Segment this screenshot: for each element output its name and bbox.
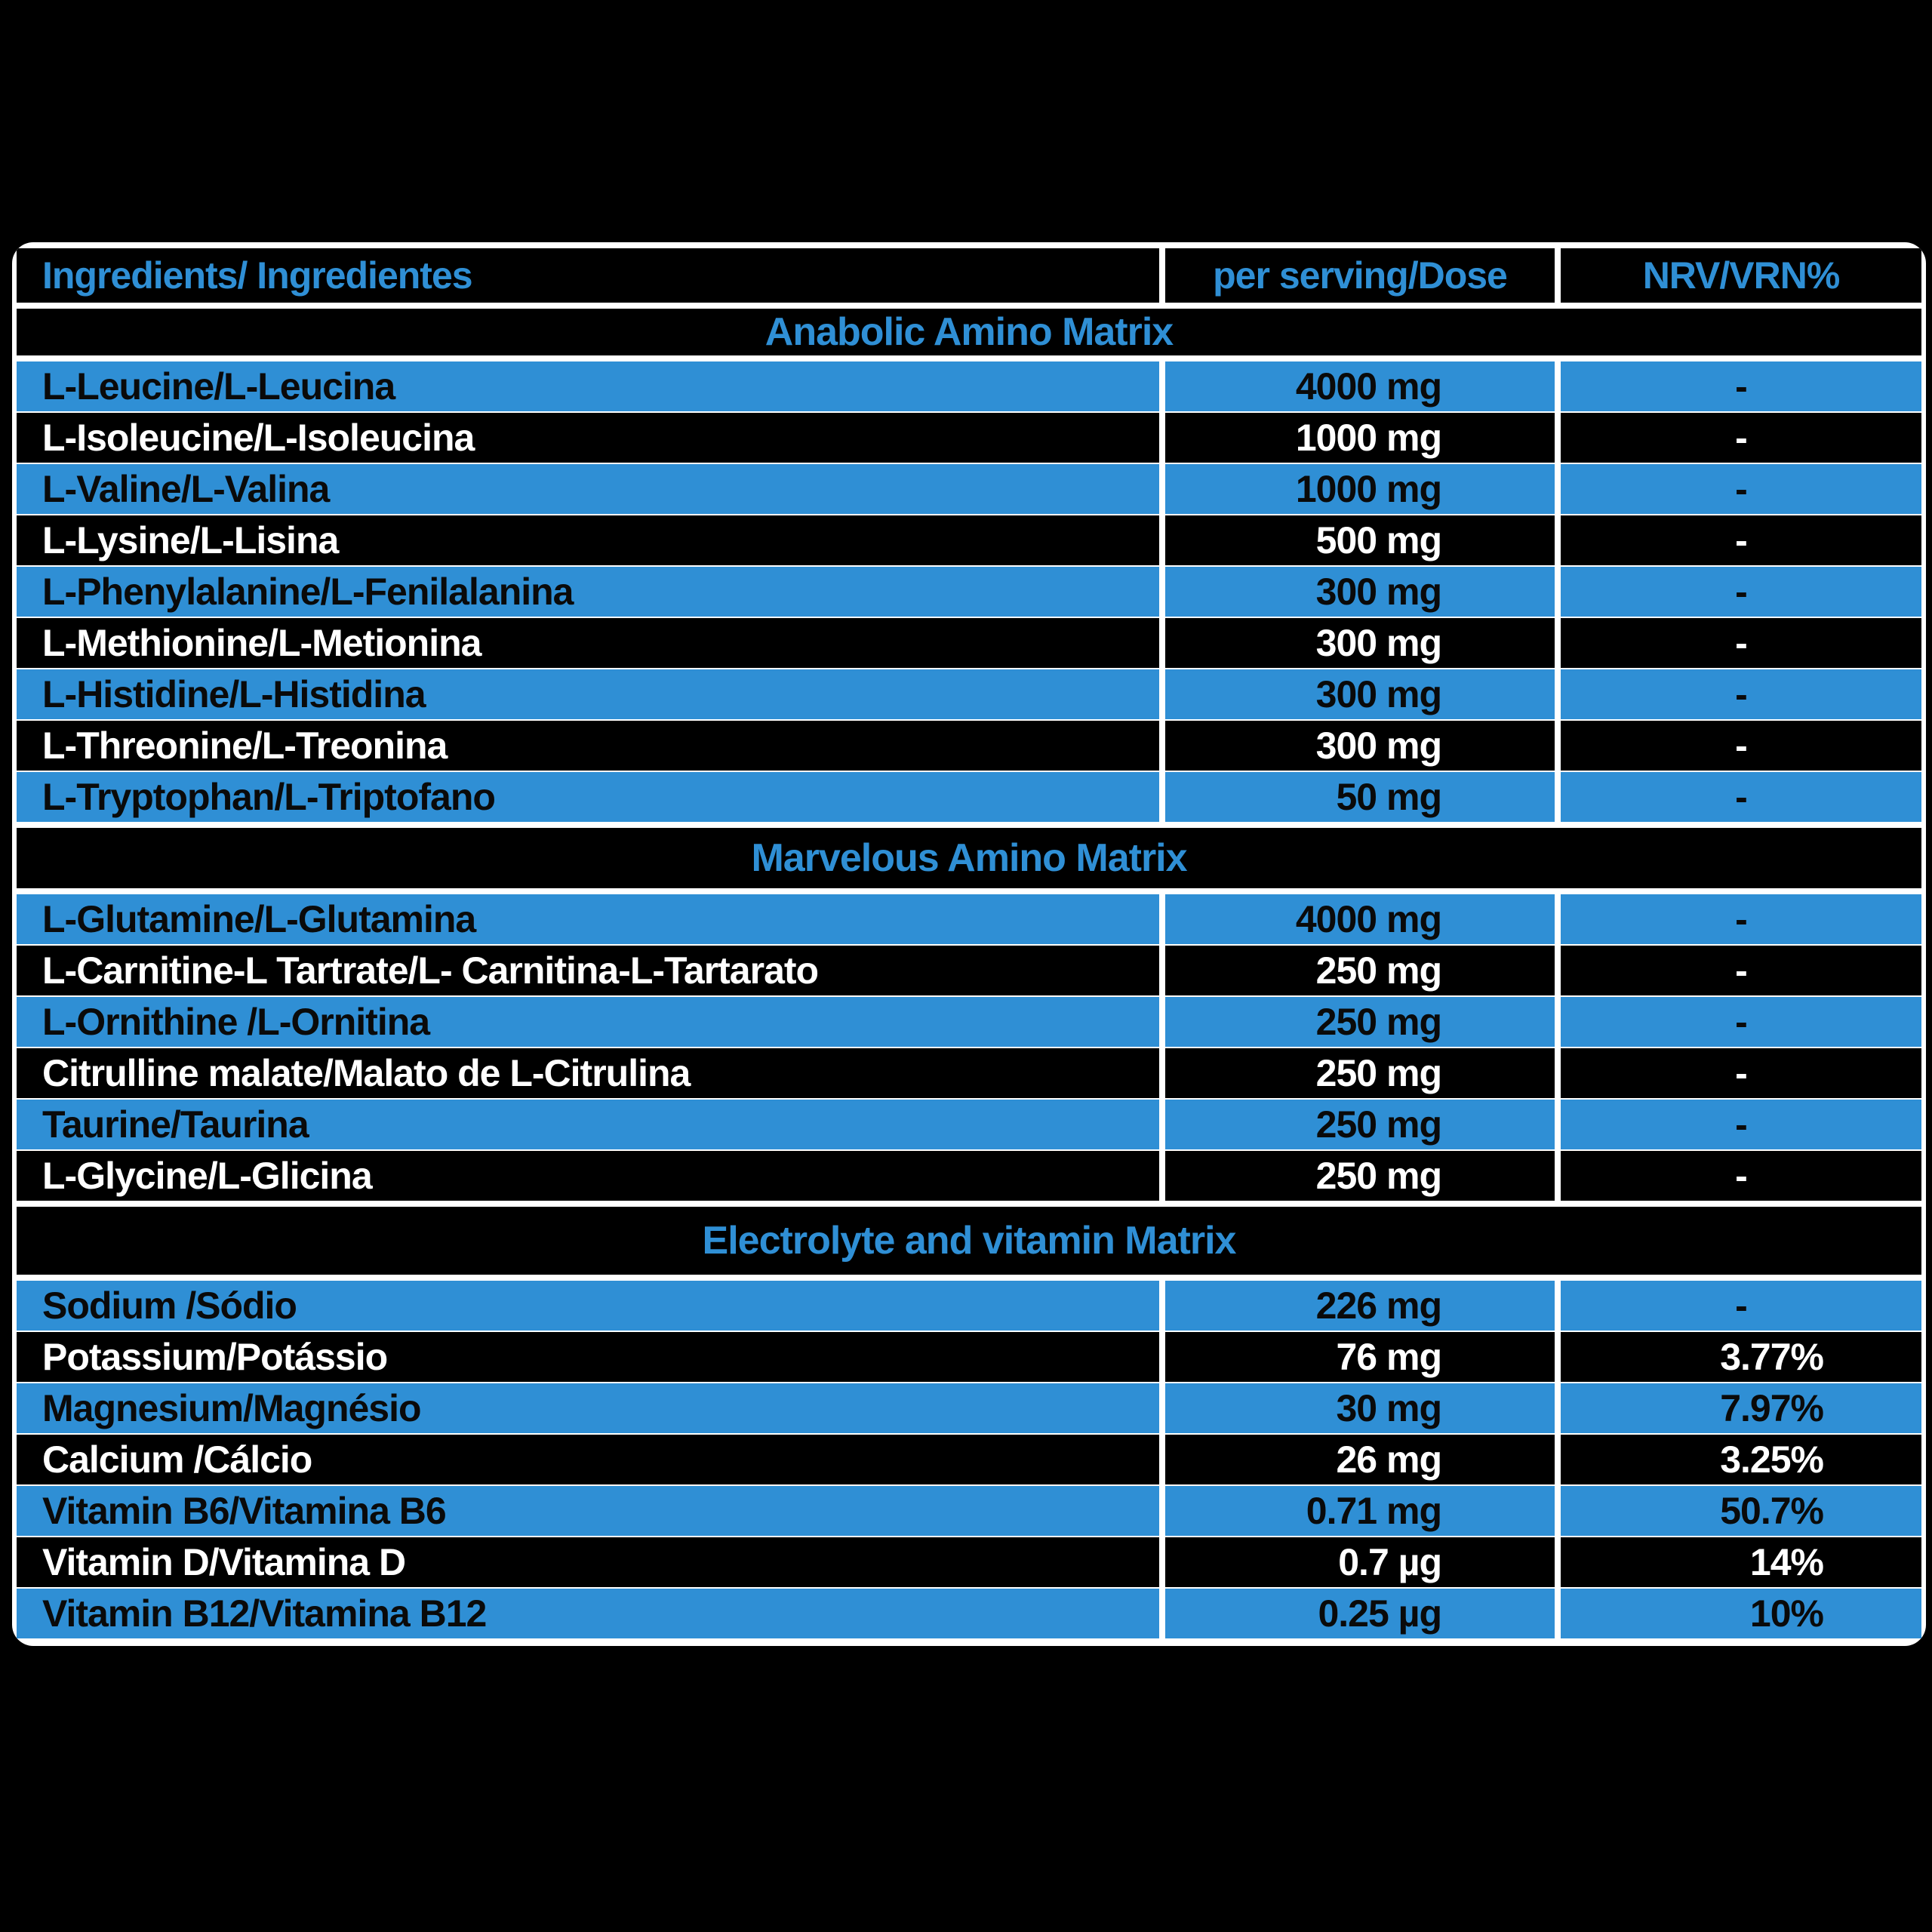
- ingredient-name: L-Phenylalanine/L-Fenilalanina: [17, 567, 1159, 617]
- ingredient-dose: 4000 mg: [1165, 894, 1555, 944]
- table-row: [17, 669, 1921, 719]
- ingredient-dose: 250 mg: [1165, 1151, 1555, 1201]
- ingredient-name: L-Valine/L-Valina: [17, 464, 1159, 514]
- table-row: [17, 1332, 1921, 1382]
- ingredient-name: L-Leucine/L-Leucina: [17, 361, 1159, 411]
- ingredient-dose: 4000 mg: [1165, 361, 1555, 411]
- ingredient-nrv: 10%: [1561, 1589, 1921, 1638]
- ingredient-dose: 250 mg: [1165, 946, 1555, 995]
- section-title-row: [17, 828, 1921, 888]
- table-row: [17, 464, 1921, 514]
- ingredient-nrv: -: [1561, 772, 1921, 822]
- ingredient-nrv: 7.97%: [1561, 1383, 1921, 1433]
- ingredient-dose: 300 mg: [1165, 721, 1555, 771]
- table-row: [17, 1100, 1921, 1149]
- ingredient-nrv: -: [1561, 997, 1921, 1047]
- ingredient-name: Citrulline malate/Malato de L-Citrulina: [17, 1048, 1159, 1098]
- ingredient-dose: 250 mg: [1165, 997, 1555, 1047]
- ingredient-name: L-Threonine/L-Treonina: [17, 721, 1159, 771]
- ingredient-dose: 300 mg: [1165, 618, 1555, 668]
- table-row: [17, 361, 1921, 411]
- ingredient-dose: 0.25 µg: [1165, 1589, 1555, 1638]
- table-row: [17, 1383, 1921, 1433]
- ingredient-name: Vitamin B12/Vitamina B12: [17, 1589, 1159, 1638]
- section-title-row: [17, 309, 1921, 355]
- ingredient-name: L-Glycine/L-Glicina: [17, 1151, 1159, 1201]
- table-row: [17, 772, 1921, 822]
- table-row: [17, 1537, 1921, 1587]
- section-title: Electrolyte and vitamin Matrix: [17, 1207, 1921, 1275]
- nutrition-table: [12, 242, 1926, 1646]
- ingredient-dose: 500 mg: [1165, 515, 1555, 565]
- ingredient-name: L-Isoleucine/L-Isoleucina: [17, 413, 1159, 463]
- ingredient-nrv: -: [1561, 515, 1921, 565]
- ingredient-dose: 250 mg: [1165, 1048, 1555, 1098]
- ingredient-name: L-Histidine/L-Histidina: [17, 669, 1159, 719]
- ingredient-dose: 50 mg: [1165, 772, 1555, 822]
- table-row: [17, 721, 1921, 771]
- table-row: [17, 1486, 1921, 1536]
- table-row: [17, 946, 1921, 995]
- ingredient-nrv: -: [1561, 413, 1921, 463]
- ingredient-nrv: -: [1561, 946, 1921, 995]
- table-row: [17, 894, 1921, 944]
- table-row: [17, 515, 1921, 565]
- ingredient-nrv: -: [1561, 1100, 1921, 1149]
- section-title-row: [17, 1207, 1921, 1275]
- ingredient-dose: 300 mg: [1165, 669, 1555, 719]
- ingredient-name: Calcium /Cálcio: [17, 1435, 1159, 1484]
- ingredient-dose: 300 mg: [1165, 567, 1555, 617]
- ingredient-nrv: -: [1561, 361, 1921, 411]
- ingredient-dose: 226 mg: [1165, 1281, 1555, 1331]
- table-row: [17, 1589, 1921, 1638]
- table-row: [17, 618, 1921, 668]
- ingredient-nrv: -: [1561, 669, 1921, 719]
- header-ingredients: Ingredients/ Ingredientes: [17, 248, 1159, 303]
- table-row: [17, 413, 1921, 463]
- ingredient-name: L-Glutamine/L-Glutamina: [17, 894, 1159, 944]
- ingredient-name: L-Lysine/L-Lisina: [17, 515, 1159, 565]
- ingredient-nrv: 3.25%: [1561, 1435, 1921, 1484]
- ingredient-dose: 250 mg: [1165, 1100, 1555, 1149]
- ingredient-name: L-Carnitine-L Tartrate/L- Carnitina-L-Tartarato: [17, 946, 1159, 995]
- ingredient-nrv: -: [1561, 618, 1921, 668]
- ingredient-nrv: 14%: [1561, 1537, 1921, 1587]
- table-row: [17, 1281, 1921, 1331]
- ingredient-name: Magnesium/Magnésio: [17, 1383, 1159, 1433]
- ingredient-nrv: -: [1561, 721, 1921, 771]
- ingredient-name: Taurine/Taurina: [17, 1100, 1159, 1149]
- ingredient-nrv: -: [1561, 464, 1921, 514]
- section-title: Anabolic Amino Matrix: [17, 309, 1921, 355]
- table-header: [17, 248, 1921, 303]
- ingredient-name: L-Ornithine /L-Ornitina: [17, 997, 1159, 1047]
- ingredient-dose: 30 mg: [1165, 1383, 1555, 1433]
- ingredient-nrv: -: [1561, 1151, 1921, 1201]
- table-row: [17, 567, 1921, 617]
- ingredient-dose: 0.7 µg: [1165, 1537, 1555, 1587]
- ingredient-nrv: 50.7%: [1561, 1486, 1921, 1536]
- ingredient-nrv: -: [1561, 567, 1921, 617]
- ingredient-dose: 1000 mg: [1165, 464, 1555, 514]
- ingredient-dose: 26 mg: [1165, 1435, 1555, 1484]
- header-nrv: NRV/VRN%: [1561, 248, 1921, 303]
- section-title: Marvelous Amino Matrix: [17, 828, 1921, 888]
- table-row: [17, 1151, 1921, 1201]
- table-row: [17, 1048, 1921, 1098]
- ingredient-name: L-Methionine/L-Metionina: [17, 618, 1159, 668]
- ingredient-name: Potassium/Potássio: [17, 1332, 1159, 1382]
- ingredient-dose: 76 mg: [1165, 1332, 1555, 1382]
- table-row: [17, 1435, 1921, 1484]
- ingredient-name: Vitamin B6/Vitamina B6: [17, 1486, 1159, 1536]
- nutrition-table-body: [17, 248, 1921, 1638]
- ingredient-dose: 1000 mg: [1165, 413, 1555, 463]
- ingredient-name: Vitamin D/Vitamina D: [17, 1537, 1159, 1587]
- ingredient-name: Sodium /Sódio: [17, 1281, 1159, 1331]
- table-row: [17, 997, 1921, 1047]
- ingredient-nrv: -: [1561, 1048, 1921, 1098]
- ingredient-name: L-Tryptophan/L-Triptofano: [17, 772, 1159, 822]
- ingredient-nrv: 3.77%: [1561, 1332, 1921, 1382]
- ingredient-nrv: -: [1561, 1281, 1921, 1331]
- ingredient-nrv: -: [1561, 894, 1921, 944]
- header-serving: per serving/Dose: [1165, 248, 1555, 303]
- ingredient-dose: 0.71 mg: [1165, 1486, 1555, 1536]
